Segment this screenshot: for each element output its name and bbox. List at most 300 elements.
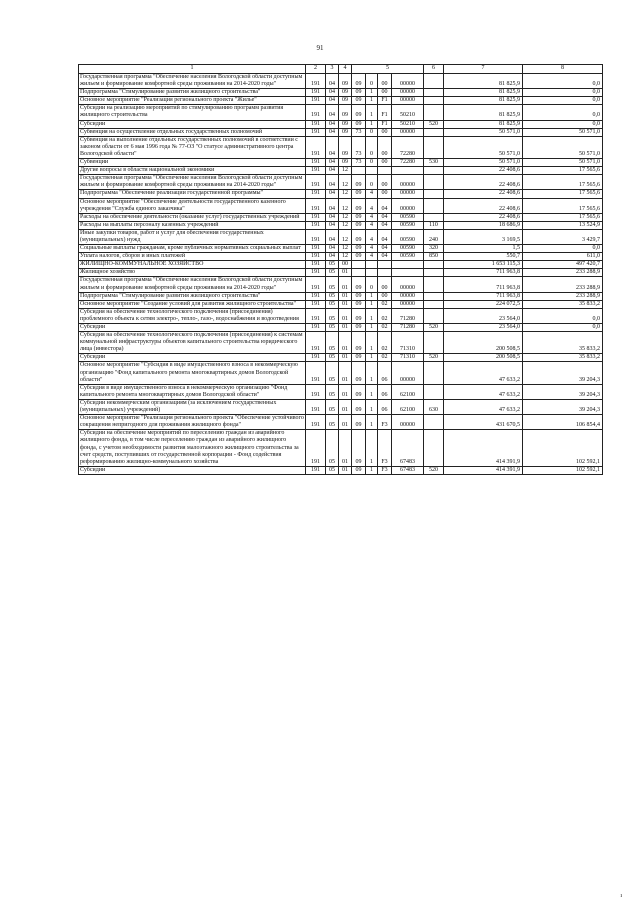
row-name: Субвенции [79, 159, 306, 167]
header-col-1: 1 [79, 65, 306, 74]
row-name: Субсидии на реализацию мероприятий по стимулированию программ развития жилищного строительства [79, 105, 306, 120]
table-row [79, 89, 603, 97]
table-row [79, 245, 603, 253]
amount-year-1: 81 825,9 [444, 74, 523, 89]
code-expense-type [424, 97, 444, 105]
code-subsection: 12 [339, 213, 352, 221]
code-section: 04 [326, 245, 339, 253]
code-subsection: 09 [339, 128, 352, 136]
row-name: Расходы на выплаты персоналу казенных учреждений [79, 221, 306, 229]
amount-year-2: 102 592,1 [523, 430, 603, 466]
code-section: 05 [326, 354, 339, 362]
amount-year-1: 414 391,9 [444, 466, 523, 474]
code-direction: 00000 [392, 74, 424, 89]
code-direction: 00000 [392, 175, 424, 190]
code-subprogram: 1 [366, 466, 378, 474]
code-expense-type: 530 [424, 159, 444, 167]
row-name: Субсидии некоммерческим организациям (за исключением государственных (муниципальных) учреждений) [79, 399, 306, 414]
page-number: 91 [316, 44, 324, 52]
code-direction: 62100 [392, 399, 424, 414]
code-event: 00 [378, 292, 392, 300]
header-row [79, 65, 603, 74]
code-direction: 67483 [392, 430, 424, 466]
code-program: 09 [352, 466, 366, 474]
code-subsection: 09 [339, 136, 352, 158]
code-event: 02 [378, 300, 392, 308]
row-name: Субсидия в виде имущественного взноса в некоммерческую организацию "Фонд капитального ремонта многоквартирных домов Вологодской области" [79, 384, 306, 399]
row-name: Подпрограмма "Стимулирование развития жилищного строительства" [79, 292, 306, 300]
code-event: 00 [378, 74, 392, 89]
code-event: 04 [378, 253, 392, 261]
code-subprogram: 1 [366, 399, 378, 414]
row-name: Субвенция на осуществление отдельных государственных полномочий [79, 128, 306, 136]
code-subsection: 09 [339, 89, 352, 97]
table-row [79, 430, 603, 466]
code-direction [392, 261, 424, 269]
amount-year-2: 39 204,3 [523, 362, 603, 384]
amount-year-1: 1 653 115,3 [444, 261, 523, 269]
code-program: 09 [352, 399, 366, 414]
code-program: 09 [352, 229, 366, 244]
code-subsection: 01 [339, 277, 352, 292]
amount-year-1: 200 508,5 [444, 332, 523, 354]
code-expense-type [424, 384, 444, 399]
amount-year-2: 0,0 [523, 324, 603, 332]
amount-year-1: 81 825,9 [444, 120, 523, 128]
amount-year-2: 0,0 [523, 89, 603, 97]
code-admin: 191 [306, 198, 326, 213]
budget-table [78, 64, 603, 475]
row-name: Субсидии [79, 354, 306, 362]
code-subsection: 09 [339, 74, 352, 89]
code-subsection: 12 [339, 175, 352, 190]
code-direction: 71280 [392, 308, 424, 323]
code-subprogram: 1 [366, 415, 378, 430]
code-expense-type: 630 [424, 399, 444, 414]
code-event: F1 [378, 120, 392, 128]
code-direction: 00000 [392, 300, 424, 308]
row-name: Социальные выплаты гражданам, кроме публичных нормативных социальных выплат [79, 245, 306, 253]
code-direction: 72280 [392, 159, 424, 167]
amount-year-2: 0,0 [523, 120, 603, 128]
amount-year-1: 23 564,0 [444, 308, 523, 323]
code-direction: 00590 [392, 245, 424, 253]
row-name: Основное мероприятие "Реализация регионального проекта "Обеспечение устойчивого сокращения непригодного для проживания жилищного фонда" [80, 415, 304, 429]
amount-year-1: 47 633,2 [444, 399, 523, 414]
table-row [79, 159, 603, 167]
code-admin: 191 [306, 74, 326, 89]
amount-year-1: 431 670,5 [444, 415, 523, 430]
code-subsection: 01 [339, 292, 352, 300]
header-col-3: 3 [326, 65, 339, 74]
amount-year-2: 17 565,6 [523, 198, 603, 213]
table-row [79, 466, 603, 474]
code-subprogram: 1 [366, 120, 378, 128]
amount-year-2: 0,0 [523, 74, 603, 89]
code-expense-type [424, 89, 444, 97]
code-subsection: 01 [339, 324, 352, 332]
table-row [79, 354, 603, 362]
amount-year-2: 39 204,3 [523, 384, 603, 399]
amount-year-2: 106 854,4 [523, 415, 603, 430]
row-name: Уплата налогов, сборов и иных платежей [79, 253, 306, 261]
code-expense-type [424, 269, 444, 277]
code-expense-type [424, 74, 444, 89]
code-section: 05 [326, 269, 339, 277]
row-name: Основное мероприятие "Субсидия в виде имущественного взноса в некоммерческую организацию "Фонд капитального ремонта многоквартирных домов Вологодской области" [79, 362, 306, 384]
code-expense-type [424, 136, 444, 158]
code-section: 04 [326, 167, 339, 175]
code-event: 04 [378, 229, 392, 244]
code-event [378, 261, 392, 269]
code-event: F1 [378, 97, 392, 105]
header-col-2: 2 [306, 65, 326, 74]
code-expense-type [424, 277, 444, 292]
code-admin: 191 [306, 269, 326, 277]
corner-mark: ı [620, 893, 622, 899]
code-expense-type [424, 292, 444, 300]
row-name: Субсидия на обеспечение технологического подключения (присоединения) проблемного объекта к сетям электро-, тепло-, газо-, водоснабжения и водоотведения [79, 308, 306, 323]
code-admin: 191 [306, 128, 326, 136]
code-admin: 191 [306, 466, 326, 474]
code-event: F3 [378, 466, 392, 474]
code-subsection: 09 [339, 120, 352, 128]
amount-year-1: 414 391,9 [444, 430, 523, 466]
code-direction: 00000 [392, 292, 424, 300]
code-program: 09 [352, 253, 366, 261]
code-event: 00 [378, 128, 392, 136]
code-subprogram: 1 [366, 324, 378, 332]
code-direction: 00000 [392, 198, 424, 213]
code-event: 06 [378, 362, 392, 384]
code-subsection: 12 [339, 245, 352, 253]
code-admin: 191 [306, 120, 326, 128]
code-subprogram: 1 [366, 292, 378, 300]
code-section: 05 [326, 308, 339, 323]
table-row [79, 167, 603, 175]
code-section: 05 [326, 362, 339, 384]
code-expense-type: 520 [424, 120, 444, 128]
code-event [378, 269, 392, 277]
code-section: 04 [326, 229, 339, 244]
code-subprogram: 0 [366, 277, 378, 292]
table-row [79, 229, 603, 244]
row-name: Основное мероприятие "Обеспечение деятельности государственного казенного учреждения "Служба единого заказчика" [79, 198, 306, 213]
code-program: 09 [352, 175, 366, 190]
code-admin: 191 [306, 300, 326, 308]
amount-year-1: 22 408,6 [444, 198, 523, 213]
code-subprogram [366, 269, 378, 277]
table-row [79, 97, 603, 105]
code-subprogram: 4 [366, 213, 378, 221]
code-program: 09 [352, 332, 366, 354]
code-admin: 191 [306, 221, 326, 229]
code-subprogram: 1 [366, 300, 378, 308]
code-direction: 71280 [392, 324, 424, 332]
row-name: Государственная программа "Обеспечение населения Вологодской области доступным жильем и формирование комфортной среды проживания на 2014-2020 годы" [79, 175, 306, 190]
code-program: 09 [352, 190, 366, 198]
code-subsection: 01 [339, 308, 352, 323]
code-subprogram [366, 261, 378, 269]
code-section: 05 [326, 277, 339, 292]
code-subsection: 01 [339, 300, 352, 308]
amount-year-1: 711 963,8 [444, 277, 523, 292]
table-row [79, 269, 603, 277]
code-direction: 00000 [392, 362, 424, 384]
row-name: Субвенция на выполнение отдельных государственных полномочий в соответствии с законом области от 6 мая 1996 года № 77-ОЗ "О статусе административного центра Вологодской области" [79, 136, 306, 158]
row-name: Жилищное хозяйство [79, 269, 306, 277]
code-subsection: 01 [339, 384, 352, 399]
code-section: 05 [326, 261, 339, 269]
code-section: 04 [326, 221, 339, 229]
table-row [79, 120, 603, 128]
code-direction [392, 167, 424, 175]
code-subprogram: 0 [366, 159, 378, 167]
code-admin: 191 [306, 430, 326, 466]
code-expense-type [424, 105, 444, 120]
code-event: F1 [378, 105, 392, 120]
code-subsection: 01 [339, 399, 352, 414]
row-name: Основное мероприятие "Создание условий для развития жилищного строительства" [79, 300, 306, 308]
amount-year-2: 3 429,7 [523, 229, 603, 244]
amount-year-1: 50 571,0 [444, 159, 523, 167]
code-direction: 00590 [392, 229, 424, 244]
amount-year-1: 711 963,8 [444, 292, 523, 300]
table-row [79, 384, 603, 399]
code-section: 05 [326, 430, 339, 466]
code-admin: 191 [306, 245, 326, 253]
code-admin: 191 [306, 362, 326, 384]
code-event: 04 [378, 245, 392, 253]
code-section: 05 [326, 399, 339, 414]
code-expense-type [424, 300, 444, 308]
amount-year-1: 224 072,5 [444, 300, 523, 308]
code-subprogram: 4 [366, 198, 378, 213]
code-expense-type: 850 [424, 253, 444, 261]
code-section: 05 [326, 292, 339, 300]
amount-year-1: 18 686,9 [444, 221, 523, 229]
table-body [79, 74, 603, 475]
table-row [79, 324, 603, 332]
code-direction: 00590 [392, 213, 424, 221]
code-program [352, 261, 366, 269]
code-event: 00 [378, 136, 392, 158]
code-admin: 191 [306, 253, 326, 261]
code-section: 05 [326, 332, 339, 354]
amount-year-1: 81 825,9 [444, 97, 523, 105]
row-name: Расходы на обеспечение деятельности (оказание услуг) государственных учреждений [79, 213, 306, 221]
code-subprogram: 4 [366, 253, 378, 261]
code-section: 04 [326, 97, 339, 105]
code-section: 04 [326, 253, 339, 261]
code-admin: 191 [306, 308, 326, 323]
table-row [79, 292, 603, 300]
code-admin: 191 [306, 261, 326, 269]
code-subprogram: 1 [366, 97, 378, 105]
code-subsection: 12 [339, 167, 352, 175]
code-expense-type: 520 [424, 354, 444, 362]
code-expense-type [424, 167, 444, 175]
code-admin: 191 [306, 190, 326, 198]
code-subprogram: 1 [366, 354, 378, 362]
code-event: F3 [378, 430, 392, 466]
table-row [79, 213, 603, 221]
code-expense-type [424, 332, 444, 354]
amount-year-2: 39 204,3 [523, 399, 603, 414]
code-program [352, 269, 366, 277]
code-event: 02 [378, 324, 392, 332]
code-program: 73 [352, 159, 366, 167]
code-subprogram: 4 [366, 190, 378, 198]
code-direction: 00000 [392, 89, 424, 97]
code-program: 73 [352, 128, 366, 136]
row-name: Государственная программа "Обеспечение населения Вологодской области доступным жильем и формирование комфортной среды проживания на 2014-2020 годы" [79, 277, 306, 292]
code-section: 05 [326, 324, 339, 332]
code-expense-type [424, 128, 444, 136]
code-subsection: 09 [339, 105, 352, 120]
code-program: 09 [352, 74, 366, 89]
code-subprogram: 1 [366, 384, 378, 399]
code-event: 04 [378, 213, 392, 221]
amount-year-1: 200 508,5 [444, 354, 523, 362]
header-col-6: 6 [424, 65, 444, 74]
code-direction: 00000 [392, 277, 424, 292]
code-event: 00 [378, 277, 392, 292]
row-name: ЖИЛИЩНО-КОММУНАЛЬНОЕ ХОЗЯЙСТВО [79, 261, 306, 269]
code-program: 09 [352, 300, 366, 308]
code-admin: 191 [306, 105, 326, 120]
code-subprogram: 4 [366, 245, 378, 253]
code-program: 09 [352, 277, 366, 292]
row-name: Субсидии [79, 466, 306, 474]
row-name: Другие вопросы в области национальной экономики [79, 167, 306, 175]
amount-year-2: 35 833,2 [523, 332, 603, 354]
header-col-4: 4 [339, 65, 352, 74]
code-section: 05 [326, 384, 339, 399]
code-subsection: 09 [339, 97, 352, 105]
amount-year-1: 50 571,0 [444, 136, 523, 158]
code-event: 00 [378, 89, 392, 97]
header-col-7: 7 [444, 65, 523, 74]
code-expense-type [424, 175, 444, 190]
amount-year-1: 47 633,2 [444, 384, 523, 399]
amount-year-1: 22 408,6 [444, 190, 523, 198]
code-section: 05 [326, 466, 339, 474]
code-event: 02 [378, 332, 392, 354]
code-section: 04 [326, 159, 339, 167]
code-program: 09 [352, 213, 366, 221]
amount-year-2: 497 420,7 [523, 261, 603, 269]
code-subprogram: 4 [366, 229, 378, 244]
code-subsection: 01 [339, 269, 352, 277]
code-program: 09 [352, 384, 366, 399]
code-admin: 191 [306, 175, 326, 190]
amount-year-1: 22 408,6 [444, 167, 523, 175]
code-subprogram: 1 [366, 362, 378, 384]
code-subsection: 12 [339, 221, 352, 229]
row-name: Иные закупки товаров, работ и услуг для обеспечения государственных (муниципальных) нужд [79, 229, 306, 244]
amount-year-2: 35 833,2 [523, 354, 603, 362]
amount-year-2: 13 524,9 [523, 221, 603, 229]
code-expense-type: 240 [424, 229, 444, 244]
code-subsection: 01 [339, 466, 352, 474]
amount-year-2: 102 592,1 [523, 466, 603, 474]
code-program: 09 [352, 105, 366, 120]
code-expense-type [424, 415, 444, 430]
amount-year-1: 550,7 [444, 253, 523, 261]
code-direction: 00590 [392, 253, 424, 261]
code-subsection: 12 [339, 190, 352, 198]
code-direction: 50210 [392, 105, 424, 120]
code-section: 04 [326, 74, 339, 89]
code-subprogram: 0 [366, 175, 378, 190]
code-section: 04 [326, 213, 339, 221]
code-direction: 00000 [392, 415, 424, 430]
code-event: 06 [378, 399, 392, 414]
code-event: 02 [378, 308, 392, 323]
table-row [79, 221, 603, 229]
amount-year-2: 50 571,0 [523, 128, 603, 136]
code-program: 09 [352, 221, 366, 229]
code-program: 09 [352, 292, 366, 300]
code-expense-type [424, 430, 444, 466]
table-row [79, 190, 603, 198]
code-admin: 191 [306, 332, 326, 354]
table-row [79, 332, 603, 354]
code-admin: 191 [306, 213, 326, 221]
code-subsection: 01 [339, 332, 352, 354]
row-name: Подпрограмма "Стимулирование развития жилищного строительства" [79, 89, 306, 97]
code-expense-type [424, 213, 444, 221]
code-program: 09 [352, 245, 366, 253]
amount-year-2: 17 565,6 [523, 190, 603, 198]
code-direction: 50210 [392, 120, 424, 128]
code-program: 09 [352, 354, 366, 362]
table-row [79, 261, 603, 269]
code-program: 73 [352, 136, 366, 158]
code-subsection: 01 [339, 354, 352, 362]
code-expense-type [424, 190, 444, 198]
amount-year-2: 0,0 [523, 105, 603, 120]
row-name: Подпрограмма "Обеспечение реализации государственной программы" [79, 190, 306, 198]
code-subprogram [366, 167, 378, 175]
code-subsection: 09 [339, 159, 352, 167]
budget-table-container [78, 64, 602, 475]
amount-year-1: 81 825,9 [444, 105, 523, 120]
code-section: 04 [326, 128, 339, 136]
code-expense-type [424, 362, 444, 384]
code-subprogram: 0 [366, 136, 378, 158]
table-row [79, 415, 603, 430]
code-admin: 191 [306, 324, 326, 332]
code-subprogram: 0 [366, 74, 378, 89]
row-name: Субсидия на обеспечение технологического подключения (присоединения) к системам коммунальной инфраструктуры объектов капитального строительства юридического лица (инвестора) [79, 332, 306, 354]
code-admin: 191 [306, 399, 326, 414]
code-program: 09 [352, 120, 366, 128]
amount-year-2: 233 288,9 [523, 292, 603, 300]
code-program: 09 [352, 89, 366, 97]
code-subprogram: 4 [366, 221, 378, 229]
table-row [79, 105, 603, 120]
code-direction: 71310 [392, 332, 424, 354]
row-name: Государственная программа "Обеспечение населения Вологодской области доступным жильем и формирование комфортной среды проживания на 2014-2020 годы" [79, 74, 306, 89]
code-event: F3 [378, 415, 392, 430]
code-section: 04 [326, 190, 339, 198]
code-program: 09 [352, 97, 366, 105]
amount-year-1: 1,5 [444, 245, 523, 253]
code-expense-type [424, 308, 444, 323]
table-row [79, 136, 603, 158]
